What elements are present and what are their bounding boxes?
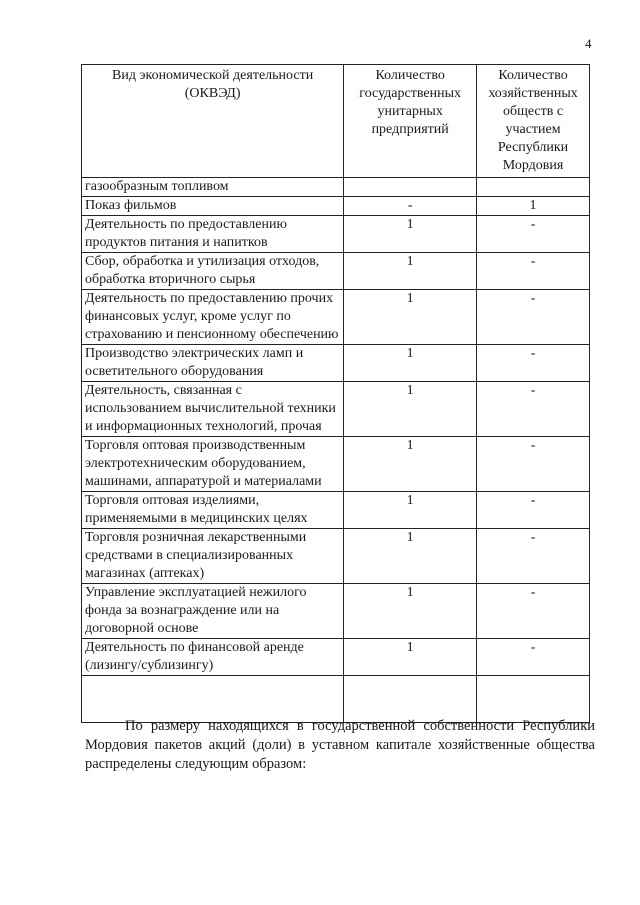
companies-count-cell: - bbox=[477, 639, 590, 676]
table-row bbox=[82, 197, 590, 216]
header-unitary-count: Количество государственных унитарных предприятий bbox=[344, 65, 477, 178]
empty-cell bbox=[82, 676, 344, 723]
activity-cell: Торговля оптовая изделиями, применяемыми в медицинских целях bbox=[82, 492, 344, 529]
activity-cell: Сбор, обработка и утилизация отходов, обработка вторичного сырья bbox=[82, 253, 344, 290]
empty-cell bbox=[344, 676, 477, 723]
unitary-count-cell bbox=[344, 178, 477, 197]
table-row bbox=[82, 639, 590, 676]
okved-table bbox=[81, 64, 590, 723]
activity-cell: Производство электрических ламп и осветительного оборудования bbox=[82, 345, 344, 382]
activity-cell: Деятельность по предоставлению продуктов питания и напитков bbox=[82, 216, 344, 253]
unitary-count-cell: 1 bbox=[344, 529, 477, 584]
unitary-count-cell: 1 bbox=[344, 290, 477, 345]
activity-cell: Показ фильмов bbox=[82, 197, 344, 216]
activity-cell: Торговля оптовая производственным электротехническим оборудованием, машинами, аппаратурой и материалами bbox=[82, 437, 344, 492]
table-row-empty bbox=[82, 676, 590, 723]
table-row bbox=[82, 584, 590, 639]
empty-cell bbox=[477, 676, 590, 723]
activity-cell: Деятельность, связанная с использованием вычислительной техники и информационных технологий, прочая bbox=[82, 382, 344, 437]
unitary-count-cell: 1 bbox=[344, 584, 477, 639]
unitary-count-cell: - bbox=[344, 197, 477, 216]
companies-count-cell: - bbox=[477, 437, 590, 492]
unitary-count-cell: 1 bbox=[344, 216, 477, 253]
table-row bbox=[82, 437, 590, 492]
unitary-count-cell: 1 bbox=[344, 253, 477, 290]
table-row bbox=[82, 253, 590, 290]
table-row bbox=[82, 529, 590, 584]
companies-count-cell: - bbox=[477, 492, 590, 529]
unitary-count-cell: 1 bbox=[344, 345, 477, 382]
companies-count-cell: - bbox=[477, 584, 590, 639]
activity-cell: Деятельность по предоставлению прочих финансовых услуг, кроме услуг по страхованию и пенсионному обеспечению bbox=[82, 290, 344, 345]
table-header-row bbox=[82, 65, 590, 178]
unitary-count-cell: 1 bbox=[344, 639, 477, 676]
header-activity: Вид экономической деятельности (ОКВЭД) bbox=[82, 65, 344, 178]
table-row bbox=[82, 216, 590, 253]
table-row bbox=[82, 382, 590, 437]
paragraph-text: По размеру находящихся в государственной собственности Республики Мордовия пакетов акций (доли) в уставном капитале хозяйственные общества распределены следующим образом: bbox=[85, 718, 595, 772]
unitary-count-cell: 1 bbox=[344, 492, 477, 529]
companies-count-cell: - bbox=[477, 253, 590, 290]
companies-count-cell bbox=[477, 178, 590, 197]
activity-cell: газообразным топливом bbox=[82, 178, 344, 197]
activity-cell: Торговля розничная лекарственными средствами в специализированных магазинах (аптеках) bbox=[82, 529, 344, 584]
page-number: 4 bbox=[585, 36, 592, 51]
unitary-count-cell: 1 bbox=[344, 382, 477, 437]
table-row bbox=[82, 492, 590, 529]
companies-count-cell: - bbox=[477, 216, 590, 253]
table-row bbox=[82, 178, 590, 197]
companies-count-cell: 1 bbox=[477, 197, 590, 216]
body-paragraph bbox=[85, 717, 595, 774]
activity-cell: Деятельность по финансовой аренде (лизингу/сублизингу) bbox=[82, 639, 344, 676]
companies-count-cell: - bbox=[477, 382, 590, 437]
unitary-count-cell: 1 bbox=[344, 437, 477, 492]
companies-count-cell: - bbox=[477, 529, 590, 584]
companies-count-cell: - bbox=[477, 345, 590, 382]
header-companies-count: Количество хозяйственных обществ с участием Республики Мордовия bbox=[477, 65, 590, 178]
activity-cell: Управление эксплуатацией нежилого фонда за вознаграждение или на договорной основе bbox=[82, 584, 344, 639]
table-row bbox=[82, 290, 590, 345]
table-row bbox=[82, 345, 590, 382]
companies-count-cell: - bbox=[477, 290, 590, 345]
